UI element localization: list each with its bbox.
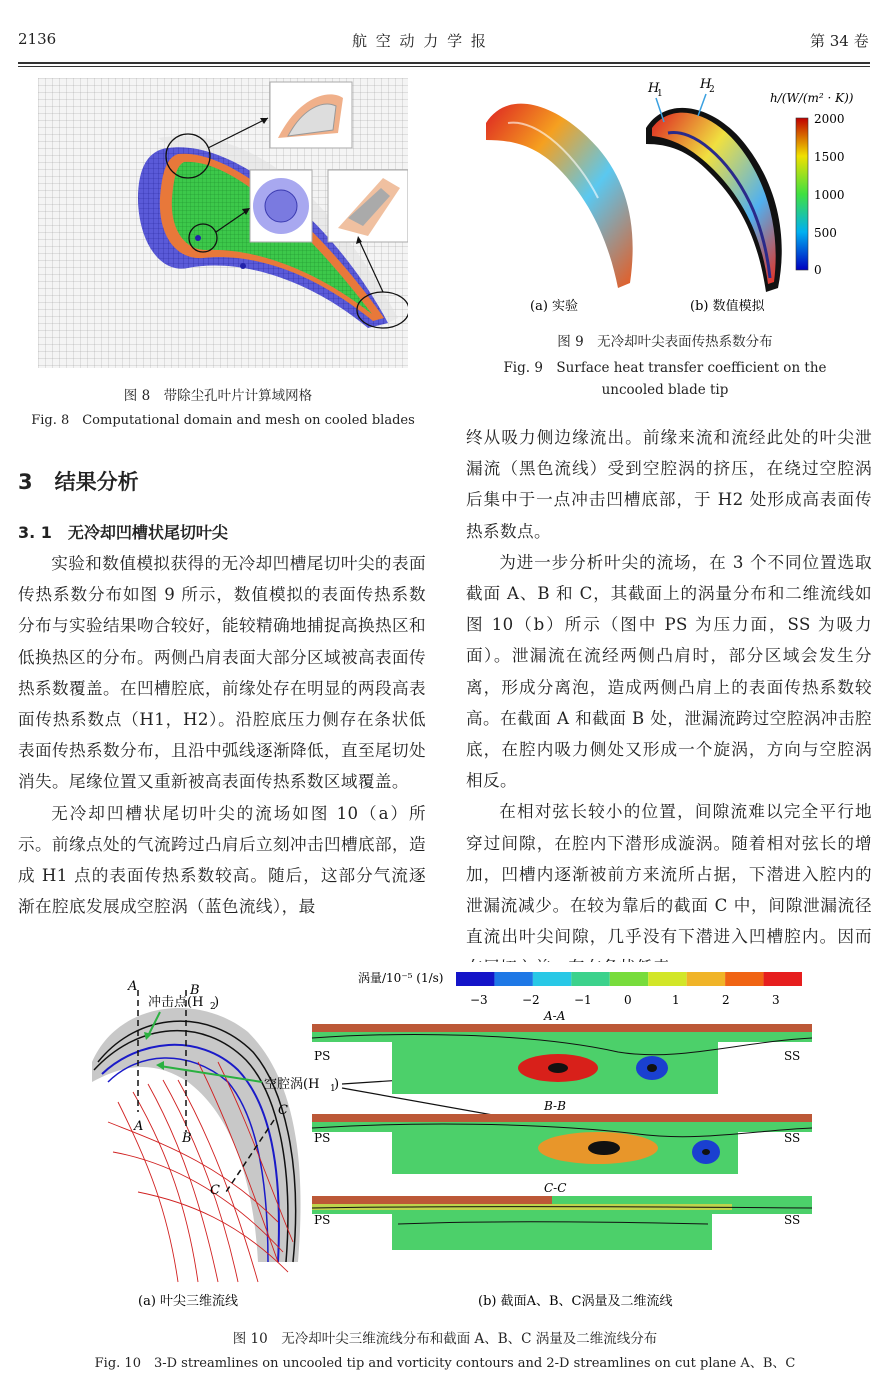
page-number: 2136 (18, 30, 57, 48)
right-column-text (466, 422, 872, 984)
fig10-caption-en: Fig. 10 3-D streamlines on uncooled tip and vorticity contours and 2-D streamlines on cut plane A、B、C (94, 1356, 796, 1371)
right-paragraph-1: 为进一步分析叶尖的流场，在 3 个不同位置选取截面 A、B 和 C，其截面上的涡量分布和二维流线如图 10（b）所示（图中 PS 为压力面，SS 为吸力面）。泄漏流在流经两侧凸肩时，部分区域会发生分离，形成分离泡，造成两侧凸肩上的表面传热系数较高。在截面 A 和截面 B 处，泄漏流跨过空腔涡冲击腔底，在腔内吸力侧处又形成一个旋涡，方向与空腔涡相反。 (466, 552, 872, 791)
svg-text:): ) (214, 995, 220, 1010)
fig10-tick-m1: −1 (574, 993, 592, 1007)
subsection-title: 无冷却凹槽状尾切叶尖 (67, 523, 228, 542)
fig10-ps-aa: PS (314, 1049, 331, 1063)
fig9-colorbar-unit: h/(W/(m² · K)) (770, 91, 854, 105)
fig10-colorbar-swatch (494, 972, 532, 986)
header-rule (18, 62, 870, 64)
fig9-heat-transfer-image (478, 78, 870, 318)
fig10-cavity-label: 空腔涡(H (264, 1077, 320, 1092)
section-number: 3 (18, 470, 33, 494)
fig10-cavity-sub: 1 (330, 1084, 336, 1094)
fig9-caption-cn: 图 9 无冷却叶尖表面传热系数分布 (557, 334, 773, 350)
right-paragraph-2: 在相对弦长较小的位置，间隙流难以完全平行地穿过间隙，在腔内下潜形成漩涡。随着相对弦长的增加，凹槽内逐渐被前方来流所占据，下潜进入腔内的泄漏流减少。在较为靠后的截面 C 中，间隙泄漏流径直流出叶尖间隙，几乎没有下潜进入凹槽腔内。因而 (466, 802, 872, 947)
fig9-tick-1000: 1000 (814, 188, 845, 202)
fig10-cut-a-bottom: A (134, 1119, 144, 1134)
fig10-cut-c-top: C (278, 1103, 288, 1118)
fig10-cut-b-bottom: B (182, 1131, 192, 1146)
fig10-cut-c-bottom: C (210, 1183, 220, 1198)
fig10-sub-b: (b) 截面A、B、C涡量及二维流线 (478, 1294, 673, 1309)
fig10-cut-b-top: B (190, 983, 200, 998)
fig10-section-aa: A-A (544, 1009, 566, 1023)
fig10-streamlines-image (78, 962, 818, 1318)
fig9-caption-en-1: Fig. 9 Surface heat transfer coefficient on the (503, 360, 827, 376)
fig10-cut-a-top: A (128, 979, 138, 994)
fig10-impact-sub: 2 (210, 1002, 216, 1012)
svg-text:): ) (334, 1077, 340, 1092)
right-paragraph-0: 终从吸力侧边缘流出。前缘来流和流经此处的叶尖泄漏流（黑色流线）受到空腔涡的挤压，在绕过空腔涡后集中于一点冲击凹槽底部，于 H2 处形成高表面传热系数点。 (466, 428, 872, 541)
fig10-tick-m3: −3 (470, 993, 488, 1007)
journal-name: 航 空 动 力 学 报 (352, 32, 488, 50)
fig10-colorbar-swatch (687, 972, 725, 986)
fig10-ss-cc: SS (784, 1213, 801, 1227)
fig10-ps-cc: PS (314, 1213, 331, 1227)
fig10-caption-cn: 图 10 无冷却叶尖三维流线分布和截面 A、B、C 涡量及二维流线分布 (232, 1331, 658, 1347)
fig10-colorbar-swatch (610, 972, 648, 986)
fig10-tick-m2: −2 (522, 993, 540, 1007)
fig9-h2-sub: 2 (709, 85, 715, 95)
fig9-caption-en-2: uncooled blade tip (601, 382, 729, 398)
fig10-colorbar-swatch (571, 972, 609, 986)
fig10-ss-bb: SS (784, 1131, 801, 1145)
header-rule-thin (18, 66, 870, 67)
subsection-heading (18, 520, 228, 543)
fig10-ss-aa: SS (784, 1049, 801, 1063)
fig9-tick-0: 0 (814, 263, 822, 277)
fig10-colorbar-swatch (648, 972, 686, 986)
fig10-colorbar-swatch (725, 972, 763, 986)
volume-label: 第 34 卷 (810, 32, 869, 50)
left-paragraph-1: 实验和数值模拟获得的无冷却凹槽尾切叶尖的表面传热系数分布如图 9 所示，数值模拟的表面传热系数分布与实验结果吻合较好，能较精确地捕捉高换热区和低换热区的分布。两侧凸肩表面大部分区域被高表面传热系数覆盖。在凹槽腔底，前缘处存在明显的两段高表面传热系数点（H1，H2）。沿腔底压力侧存在条状低表面传热系数分布，且沿中弧线逐渐降低，直至尾切处消失。尾缘位置又重新被高表面传热系数区域覆盖。 (18, 554, 426, 792)
fig9-h1-label: H (648, 81, 660, 96)
fig10-tick-2: 2 (722, 993, 730, 1007)
fig10-colorbar-swatch (764, 972, 802, 986)
fig9-h2-label: H (700, 78, 712, 92)
section-heading (18, 466, 139, 496)
fig8-caption-en: Fig. 8 Computational domain and mesh on cooled blades (31, 413, 415, 428)
fig10-tick-3: 3 (772, 993, 780, 1007)
subsection-number: 3. 1 (18, 523, 52, 542)
fig10-section-cc: C-C (544, 1181, 567, 1195)
left-paragraph-2: 无冷却凹槽状尾切叶尖的流场如图 10（a）所示。前缘点处的气流跨过凸肩后立刻冲击凹槽底部，造成 H1 点的表面传热系数较高。随后，这部分气流逐渐在腔底发展成空腔涡（蓝色流线），最 (18, 803, 426, 917)
fig10-tick-1: 1 (672, 993, 680, 1007)
fig10-tick-0: 0 (624, 993, 632, 1007)
fig8-mesh-image (38, 78, 408, 368)
fig9-h1-sub: 1 (657, 89, 663, 99)
left-column-text (18, 548, 426, 922)
fig10-colorbar-swatch (533, 972, 571, 986)
fig10-impact-label: 冲击点(H (148, 995, 204, 1010)
fig9-sub-b: (b) 数值模拟 (690, 299, 765, 314)
fig8-caption-cn: 图 8 带除尘孔叶片计算域网格 (123, 388, 313, 404)
fig10-ps-bb: PS (314, 1131, 331, 1145)
section-title: 结果分析 (54, 470, 139, 494)
fig9-tick-1500: 1500 (814, 150, 845, 164)
fig10-colorbar-unit: 涡量/10⁻⁵ (1/s) (358, 971, 444, 985)
fig9-sub-a: (a) 实验 (530, 299, 579, 314)
fig9-tick-500: 500 (814, 226, 837, 240)
fig10-colorbar-swatch (456, 972, 494, 986)
fig9-tick-2000: 2000 (814, 112, 845, 126)
fig10-section-bb: B-B (544, 1099, 566, 1113)
fig10-sub-a: (a) 叶尖三维流线 (138, 1294, 239, 1309)
